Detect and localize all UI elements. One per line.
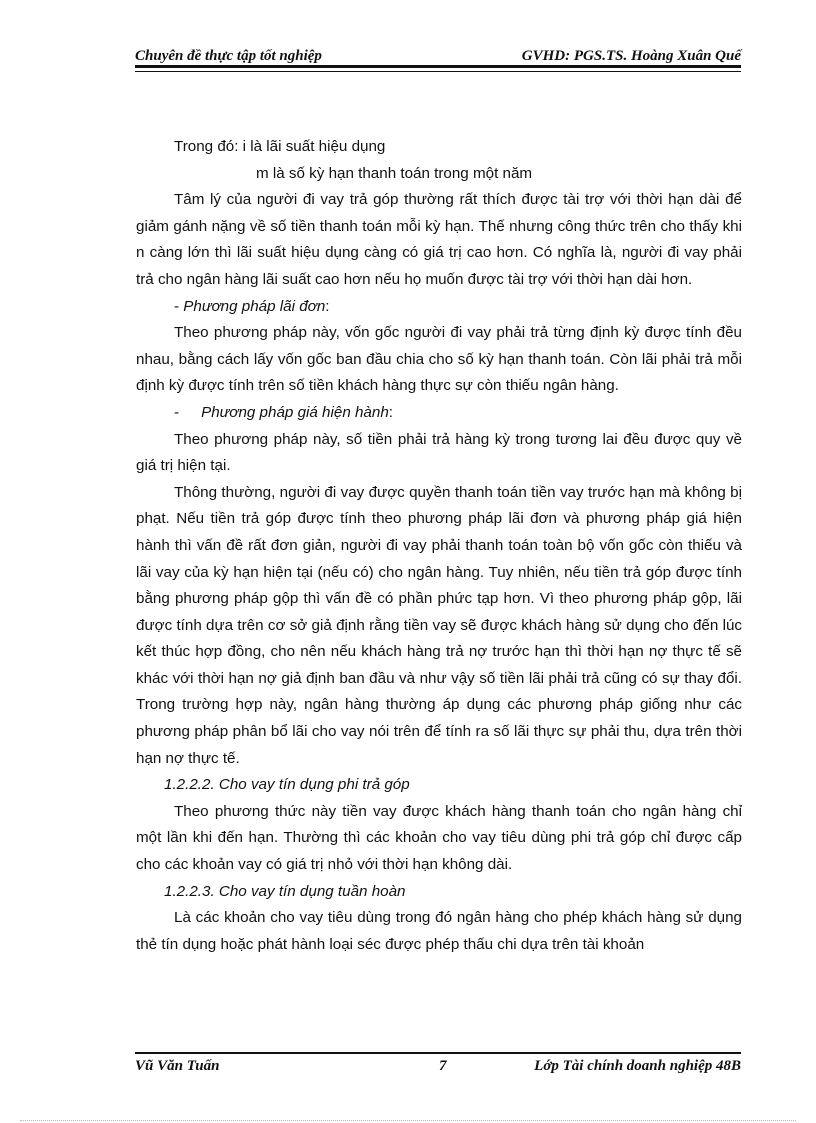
paragraph-legend-i: Trong đó: i là lãi suất hiệu dụng — [174, 138, 386, 155]
heading-colon: : — [388, 403, 394, 421]
paragraph-simple-interest: Theo phương pháp này, vốn gốc người đi vay phải trả từng định kỳ được tính đều nhau, bằng cách lấy vốn gốc ban đầu chia cho số kỳ hạn thanh toán. Còn lãi phải trả mỗi định kỳ được tính trên số tiền khách hàng thực sự còn thiếu ngân hàng. — [136, 324, 742, 395]
footer-author: Vũ Văn Tuấn — [135, 1058, 220, 1074]
paragraph-present-value: Theo phương pháp này, số tiền phải trả hàng kỳ trong tương lai đều được quy về giá trị hiện tại. — [136, 430, 742, 475]
footer-class: Lớp Tài chính doanh nghiệp 48B — [534, 1058, 741, 1074]
paragraph-revolving: Là các khoản cho vay tiêu dùng trong đó ngân hàng cho phép khách hàng sử dụng thẻ tín dụng hoặc phát hành loại séc được phép thấu chi dựa trên tài khoản — [136, 909, 742, 953]
heading-present-value — [136, 400, 742, 427]
heading-colon: : — [325, 297, 330, 315]
header-advisor: GVHD: PGS.TS. Hoàng Xuân Quế — [521, 48, 741, 64]
header-thesis-title: Chuyên đề thực tập tốt nghiệp — [135, 48, 322, 64]
page-body — [136, 130, 742, 958]
page-header — [135, 44, 741, 70]
page-footer — [135, 1052, 741, 1082]
page-bottom-border — [20, 1120, 796, 1121]
paragraph-legend-m: m là số kỳ hạn thanh toán trong một năm — [256, 164, 533, 182]
heading-simple-interest-text: Phương pháp lãi đơn — [183, 297, 326, 315]
paragraph-non-installment: Theo phương thức này tiền vay được khách hàng thanh toán cho ngân hàng chỉ một lần khi đến hạn. Thường thì các khoản cho vay tiêu dùng phi trả góp chỉ được cấp cho các khoản vay có giá trị nhỏ với thời hạn không dài. — [136, 802, 742, 874]
heading-simple-interest — [136, 294, 742, 321]
header-rule-thick — [135, 65, 741, 68]
heading-non-installment: 1.2.2.2. Cho vay tín dụng phi trả góp — [164, 776, 410, 794]
heading-bullet: - — [174, 403, 180, 421]
paragraph-early-repayment: Thông thường, người đi vay được quyền thanh toán tiền vay trước hạn mà không bị phạt. Nếu tiền trả góp được tính theo phương pháp lãi đơn và phương pháp giá hiện hành thì vấn đề rất đơn giản, người đi vay phải thanh toán toàn bộ vốn gốc còn thiếu và lãi vay của kỳ hạn hiện tại (nếu có) cho ngân hàng. Tuy nhiên, nếu tiền trả góp được tính bằng phương pháp gộp thì vấn đề có phần phức tạp hơn. Vì theo phương pháp gộp, lãi được tính dựa trên cơ sở giả định rằng tiền vay sẽ được khách hàng sử dụng cho đến lúc kết thúc hợp đồng, cho nên nếu khách hàng trả nợ trước hạn thì thời hạn nợ thực tế sẽ khác với thời hạn nợ giả định ban đầu và như vậy số tiền lãi phải trả cũng có sự thay đổi. Trong trường hợp này, ngân hàng thường áp dụng các phương pháp giống như các phương pháp phân bổ lãi cho vay nói trên để tính ra số lãi thực sự phải thu, dựa trên thời hạn nợ thực tế. — [136, 483, 742, 767]
heading-present-value-text: Phương pháp giá hiện hành — [201, 403, 389, 421]
heading-bullet: - — [174, 297, 184, 315]
footer-page-number: 7 — [439, 1058, 447, 1074]
header-rule-thin — [135, 71, 741, 72]
footer-rule — [135, 1052, 741, 1054]
paragraph-borrower-psychology: Tâm lý của người đi vay trả góp thường rất thích được tài trợ với thời hạn dài để giảm gánh nặng về số tiền thanh toán mỗi kỳ hạn. Thế nhưng công thức trên cho thấy khi n càng lớn thì lãi suất hiệu dụng càng có giá trị cao hơn. Có nghĩa là, người đi vay phải trả cho ngân hàng lãi suất cao hơn nếu họ muốn được tài trợ với thời hạn dài hơn. — [136, 191, 742, 288]
heading-revolving: 1.2.2.3. Cho vay tín dụng tuần hoàn — [164, 882, 406, 900]
